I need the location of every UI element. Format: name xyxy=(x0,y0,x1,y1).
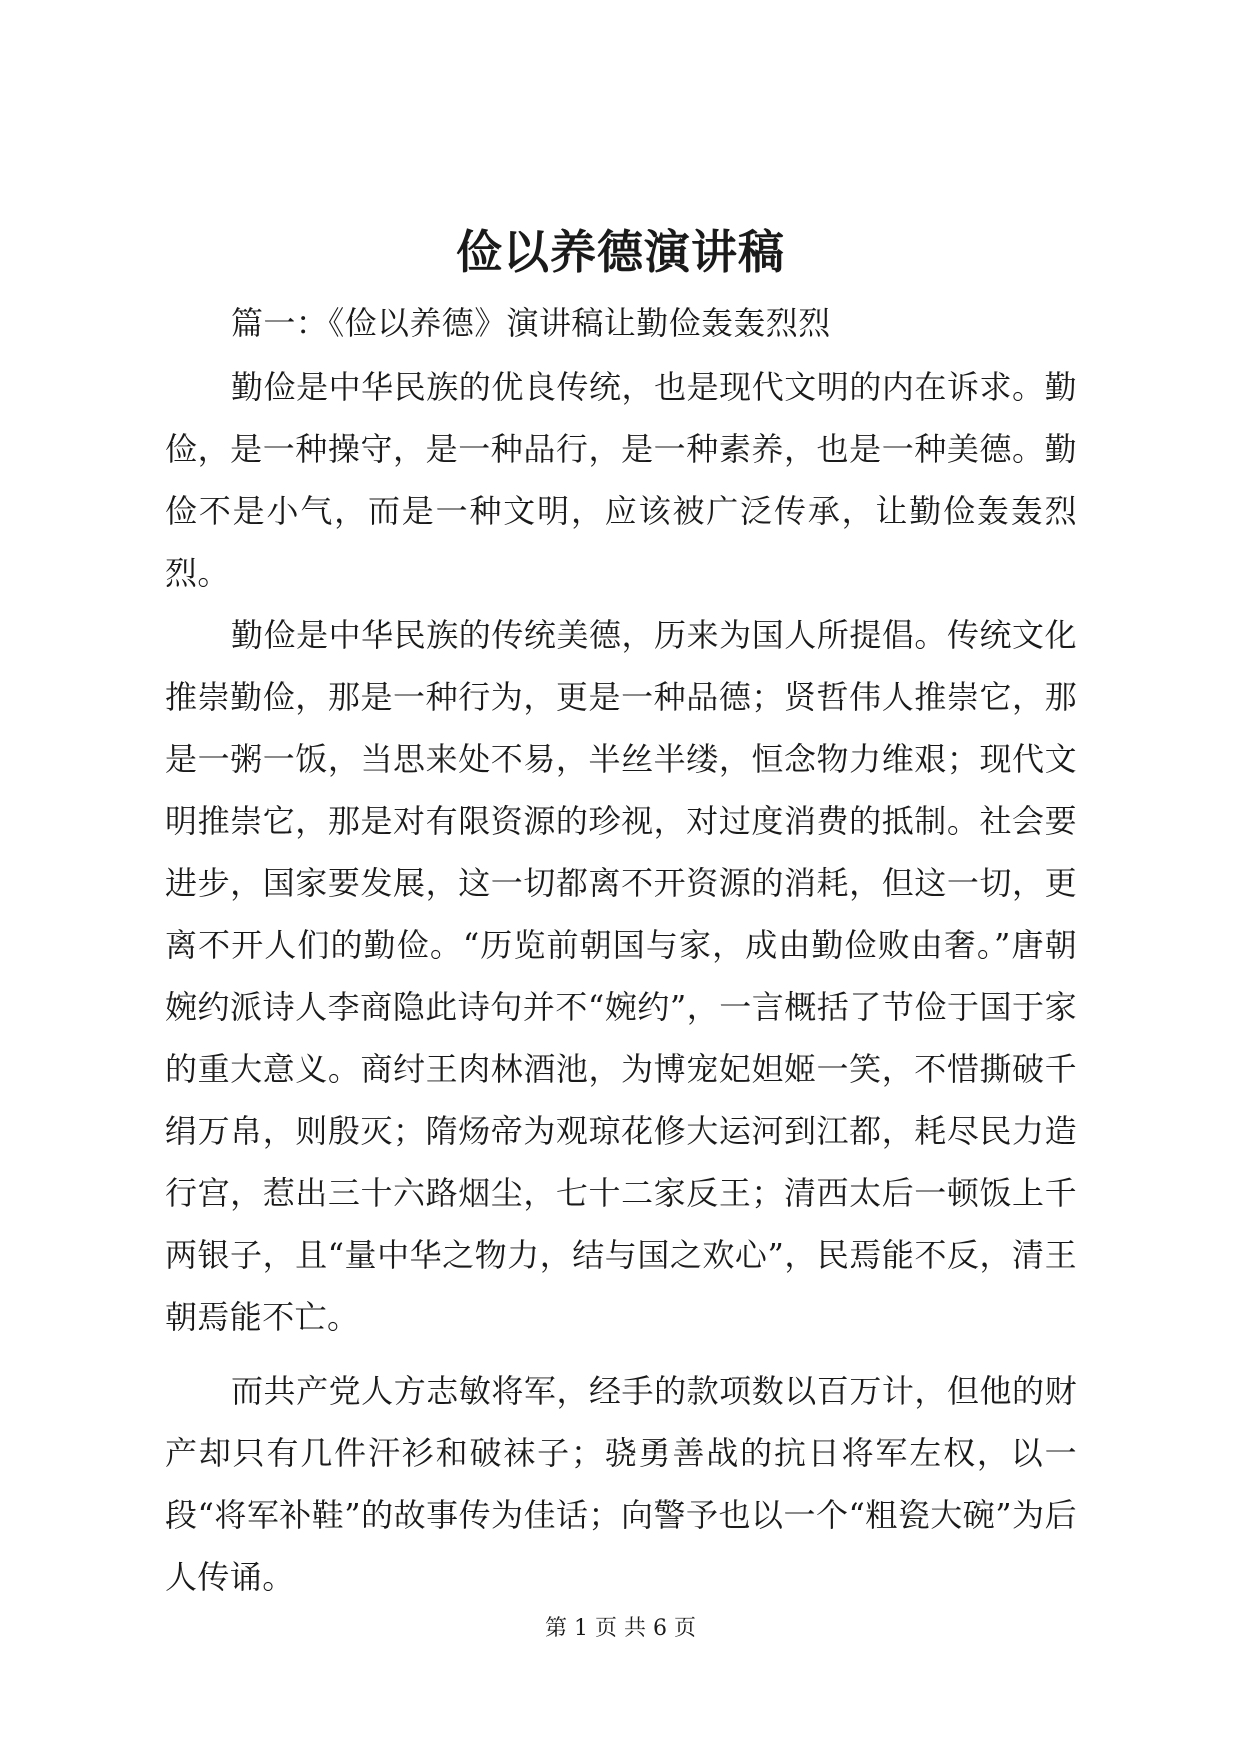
paragraph-1: 勤俭是中华民族的优良传统，也是现代文明的内在诉求。勤俭，是一种操守，是一种品行，是一种素养，也是一种美德。勤俭不是小气，而是一种文明，应该被广泛传承，让勤俭轰轰烈烈。 xyxy=(165,368,1077,592)
paragraph-2: 勤俭是中华民族的传统美德，历来为国人所提倡。传统文化推崇勤俭，那是一种行为，更是一种品德；贤哲伟人推崇它，那是一粥一饭，当思来处不易，半丝半缕，恒念物力维艰；现代文明推崇它，那是对有限资源的珍视，对过度消费的抵制。社会要进步，国家要发展，这一切都离不开资源的消耗，但这一切，更离不开人们的勤俭。“历览前朝国与家，成由勤俭败由奢。”唐朝婉约派诗人李商隐此诗句并不“婉约”，一言概括了节俭于国于家的重大意义。商纣王肉林酒池，为博宠妃妲姬一笑，不惜撕破千绢万帛，则殷灭；隋炀帝为观琼花修大运河到江都，耗尽民力造行宫，惹出三十六路烟尘，七十二家反王；清西太后一顿饭上千两银子，且“量中华之物力，结与国之欢心”，民焉能不反，清王朝焉能不亡。 xyxy=(165,616,1077,1336)
page-footer: 第 1 页 共 6 页 xyxy=(545,1616,696,1641)
document-body xyxy=(165,292,1077,1608)
paragraph-3: 而共产党人方志敏将军，经手的款项数以百万计，但他的财产却只有几件汗衫和破袜子；骁勇善战的抗日将军左权，以一段“将军补鞋”的故事传为佳话；向警予也以一个“粗瓷大碗”为后人传诵。 xyxy=(165,1372,1077,1596)
document-title: 俭以养德演讲稿 xyxy=(456,225,785,279)
section-subtitle: 篇一：《俭以养德》演讲稿让勤俭轰轰烈烈 xyxy=(231,304,831,342)
